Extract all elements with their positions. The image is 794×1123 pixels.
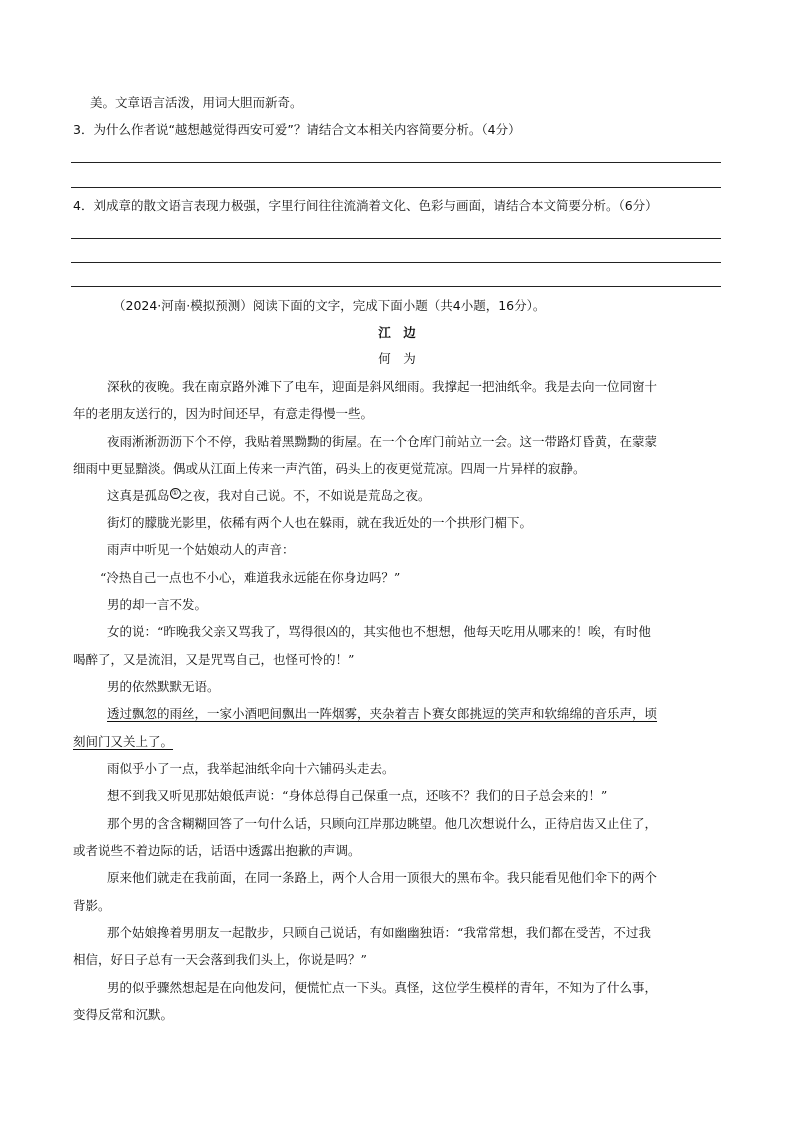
answer-line [71,187,721,188]
paragraph-line: 相信，好日子总有一天会落到我们头上，你说是吗？” [73,952,367,967]
answer-text-tail: 美。文章语言活泼，用词大胆而新奇。 [90,95,303,110]
paragraph-line: 街灯的朦胧光影里，依稀有两个人也在躲雨，就在我近处的一个拱形门楣下。 [107,515,533,530]
paragraph-line: 深秋的夜晚。我在南京路外滩下了电车，迎面是斜风细雨。我撑起一把油纸伞。我是去向一位同窗十 [107,379,658,394]
passage-author: 何 为 [378,351,416,366]
paragraph-line: 或者说些不着边际的话，话语中透露出抱歉的声调。 [73,843,361,858]
paragraph-line: 那个姑娘搀着男朋友一起散步，只顾自己说话，有如幽幽独语：“我常常想，我们都在受苦，不过我 [107,925,651,940]
paragraph-line: “冷热自己一点也不小心，难道我永远能在你身边吗？” [100,570,401,585]
paragraph-line: 喝醉了，又是流泪，又是咒骂自己，也怪可怜的！” [73,652,355,667]
section-intro: （2024·河南·模拟预测）阅读下面的文字，完成下面小题（共4小题，16分）。 [113,298,546,313]
paragraph-line: 细雨中更显黯淡。偶或从江面上传来一声汽笛，码头上的夜更觉荒凉。四周一片异样的寂静。 [73,461,586,476]
answer-line [71,286,721,287]
paragraph-line: 变得反常和沉默。 [73,1007,174,1022]
answer-line [71,262,721,263]
paragraph-line: 那个男的含含糊糊回答了一句什么话，只顾向江岸那边眺望。他几次想说什么，正待启齿又止住了， [107,816,658,831]
paragraph-line: 原来他们就走在我前面，在同一条路上，两个人合用一顶很大的黑布伞。我只能看见他们伞下的两个 [107,870,658,885]
paragraph-line: 背影。 [73,898,111,913]
paragraph-text: 之夜，我对自己说。不，不如说是荒岛之夜。 [180,488,431,503]
question-4: 4．刘成章的散文语言表现力极强，字里行间往往流淌着文化、色彩与画面，请结合本文简要分析。（6分） [73,198,658,213]
passage-title: 江 边 [378,325,416,340]
paragraph-line: 夜雨淅淅沥沥下个不停，我贴着黑黝黝的街屋。在一个仓库门前站立一会。这一带路灯昏黄，在蒙蒙 [107,434,658,449]
paragraph-line: 年的老朋友送行的，因为时间还早，有意走得慢一些。 [73,406,374,421]
paragraph-text: 这真是孤岛 [107,488,170,503]
underlined-sentence: 刻间门又关上了。 [73,734,174,749]
answer-line [71,238,721,239]
underlined-sentence: 透过飘忽的雨丝，一家小酒吧间飘出一阵烟雾，夹杂着吉卜赛女郎挑逗的笑声和软绵绵的音乐声，顷 [107,706,658,721]
paragraph-line: 雨似乎小了一点，我举起油纸伞向十六铺码头走去。 [107,761,395,776]
paragraph-line: 男的似乎骤然想起是在向他发问，便慌忙点一下头。真怪，这位学生模样的青年，不知为了什么事， [107,980,658,995]
paragraph-line: 男的却一言不发。 [107,597,208,612]
paragraph-line [107,487,431,505]
paragraph-line: 女的说：“昨晚我父亲又骂我了，骂得很凶的，其实他也不想想，他每天吃用从哪来的！唉，有时他 [107,624,651,639]
answer-line [71,162,721,163]
paragraph-line: 雨声中听见一个姑娘动人的声音： [107,542,295,557]
paragraph-line: 想不到我又听见那姑娘低声说：“身体总得自己保重一点，还咳不？我们的日子总会来的！” [107,788,608,803]
question-3: 3．为什么作者说“越想越觉得西安可爱”？请结合文本相关内容简要分析。（4分） [73,122,521,137]
footnote-marker: ① [170,488,181,499]
paragraph-line: 男的依然默默无语。 [107,679,220,694]
